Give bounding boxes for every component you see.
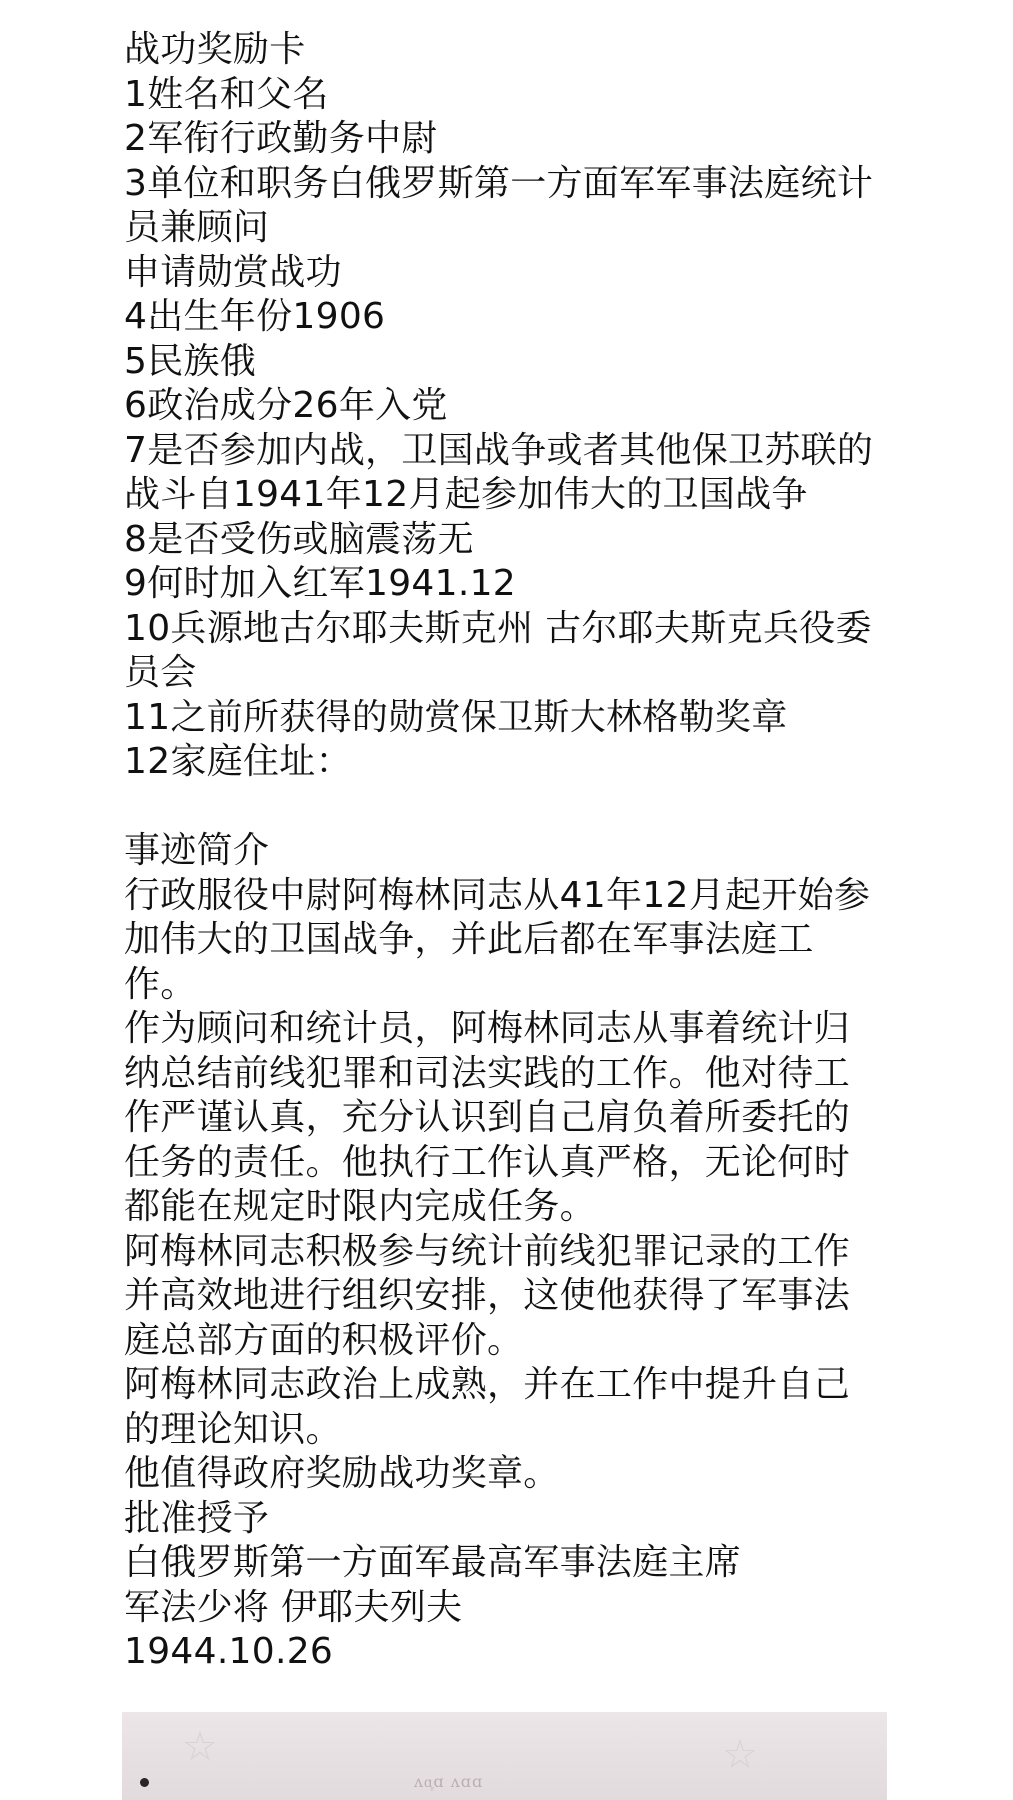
text-line: 1944.10.26 [124,1631,334,1672]
text-line: 军法少将 伊耶夫列夫 [124,1586,463,1628]
text-line: 7是否参加内战，卫国战争或者其他保卫苏联的 [124,429,874,471]
text-line: 10兵源地古尔耶夫斯克州 古尔耶夫斯克兵役委 [124,607,872,649]
text-line: 阿梅林同志积极参与统计前线犯罪记录的工作 [124,1230,851,1272]
star-watermark-icon: ☆ [182,1724,218,1770]
text-line: 12家庭住址： [124,741,352,782]
ink-dot [140,1778,149,1787]
text-line: 行政服役中尉阿梅林同志从41年12月起开始参 [124,874,871,916]
text-line: 5民族俄 [124,340,257,382]
text-line: 庭总部方面的积极评价。 [124,1319,524,1361]
text-line: 2军衔行政勤务中尉 [124,118,438,159]
text-line: 的理论知识。 [124,1408,342,1450]
text-line: 战功奖励卡 [124,29,306,70]
text-line: 员兼顾问 [124,207,270,248]
text-line: 批准授予 [124,1497,270,1539]
text-line: 作。 [124,963,197,1005]
text-line: 1姓名和父名 [124,73,329,115]
text-line: 作为顾问和统计员，阿梅林同志从事着统计归 [124,1008,851,1049]
blank-line [124,785,904,830]
text-line: 并高效地进行组织安排，这使他获得了军事法 [124,1275,851,1316]
text-line: 纳总结前线犯罪和司法实践的工作。他对待工 [124,1052,851,1094]
text-line: 白俄罗斯第一方面军最高军事法庭主席 [124,1542,742,1583]
document-photo [122,1712,887,1800]
text-line: 任务的责任。他执行工作认真严格，无论何时 [124,1141,851,1183]
text-line: 阿梅林同志政治上成熟，并在工作中提升自己 [124,1364,851,1405]
text-line: 申请勋赏战功 [124,251,342,293]
translation-text [124,28,904,1675]
faint-handwriting: ʌɑ᷊ɑ ʌɑɑ [414,1772,484,1791]
text-line: 3单位和职务白俄罗斯第一方面军军事法庭统计 [124,162,874,204]
text-line: 4出生年份1906 [124,296,386,337]
text-line: 作严谨认真，充分认识到自己肩负着所委托的 [124,1097,851,1138]
text-line: 8是否受伤或脑震荡无 [124,518,474,560]
text-line: 6政治成分26年入党 [124,385,448,426]
text-line: 加伟大的卫国战争，并此后都在军事法庭工 [124,919,814,960]
text-line: 9何时加入红军1941.12 [124,563,516,604]
text-line: 事迹简介 [124,830,270,871]
text-line: 战斗自1941年12月起参加伟大的卫国战争 [124,474,808,515]
text-line: 员会 [124,652,197,693]
text-line: 11之前所获得的勋赏保卫斯大林格勒奖章 [124,696,788,738]
text-line: 他值得政府奖励战功奖章。 [124,1453,560,1494]
star-watermark-icon: ☆ [722,1732,758,1778]
text-line: 都能在规定时限内完成任务。 [124,1186,596,1227]
